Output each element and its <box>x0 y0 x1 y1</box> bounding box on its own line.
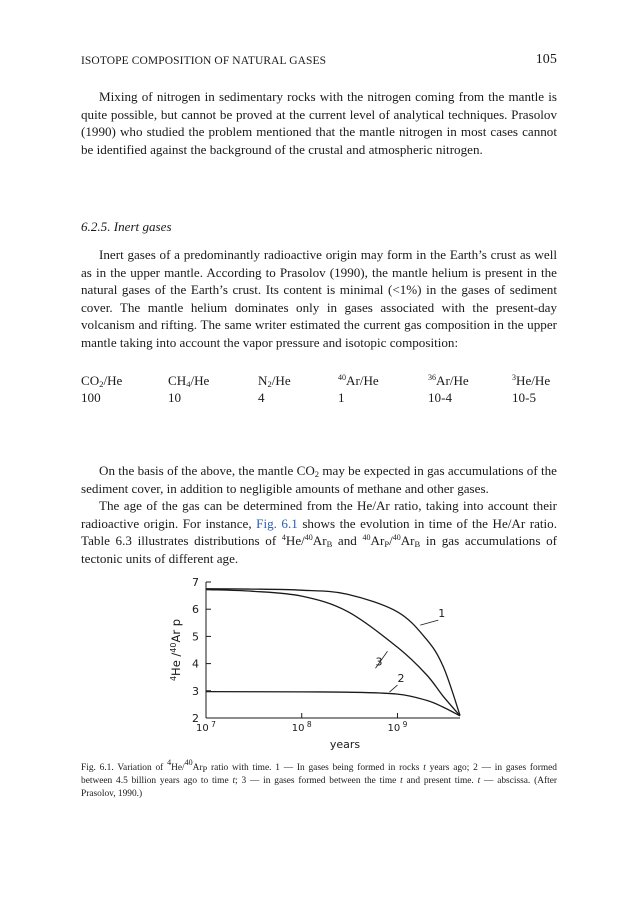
y-tick-label: 2 <box>192 712 199 725</box>
figure-caption: Fig. 6.1. Variation of $^4He/^{40}Ar_P$ ratio with time. 1 — In gases being formed in rocks t years ago; 2 — in gases formed between 4.5 billion years ago to time t; 3 — in gases formed between the time t and present time. t — abscissa. (After Prasolov, 1990.) <box>81 758 557 800</box>
series-line-2 <box>206 692 460 716</box>
page-number: 105 <box>535 52 557 67</box>
y-tick-label: 4 <box>192 657 199 671</box>
y-tick-label: 5 <box>192 630 199 644</box>
value-n2-he: 4 <box>258 390 265 405</box>
value-ch4-he: 10 <box>168 390 182 405</box>
x-tick-label: 10 $^7$ <box>196 720 216 734</box>
value-co2-he: 100 <box>81 390 101 405</box>
value-ar36-he: 10-4 <box>428 390 453 405</box>
chart-axes <box>206 582 460 718</box>
series-label-1: 1 <box>438 607 446 621</box>
series-leader-1 <box>420 620 438 625</box>
series-line-3 <box>206 590 460 716</box>
header-he3-he: $^3$He/He <box>512 373 551 388</box>
running-title: ISOTOPE COMPOSITION OF NATURAL GASES <box>81 55 327 67</box>
value-he3-he: 10-5 <box>512 390 537 405</box>
series-line-1 <box>206 589 460 716</box>
figure-6-1-chart <box>160 570 480 760</box>
y-tick-label: 3 <box>192 684 199 698</box>
paragraph-gas-age: The age of the gas can be determined from the He/Ar ratio, taking into account their radioactive origin. For instance, Fig. 6.1 shows the evolution in time of the He/Ar ratio. Table 6.3 illustrates distributions of $^4He/^{40}Ar_B$ and $^{40}Ar_P/^{40}Ar_B$ in gas accumulations of tectonic units of different age. <box>81 498 558 566</box>
series-label-3: 3 <box>375 655 383 669</box>
header-ar36-he: $^{36}$Ar/He <box>428 373 469 388</box>
header-co2-he: $CO_2/He$ <box>81 373 123 389</box>
chart-series <box>206 589 460 716</box>
paragraph-inert-gases: Inert gases of a predominantly radioactive origin may form in the Earth’s crust as well as in the upper mantle. According to Prasolov (1990), the mantle helium is present in the natural gases of the Earth’s crust. Its content is minimal (<1%) in the gases of sediment cover. The mantle helium dominates only in gases associated with the present-day volcanism and rifting. The same writer estimated the current gas composition in the upper mantle taking into account the vapor pressure and isotopic composition: <box>81 247 557 350</box>
running-header <box>81 52 557 71</box>
header-ar40-he: $^{40}$Ar/He <box>338 373 379 388</box>
series-label-2: 2 <box>397 672 405 686</box>
value-ar40-he: 1 <box>338 390 345 405</box>
figure-link[interactable]: Fig. 6.1 <box>256 515 298 531</box>
header-n2-he: $N_2/He$ <box>258 373 291 389</box>
section-heading: 6.2.5. Inert gases <box>81 219 172 234</box>
x-tick-label: 10 $^9$ <box>387 720 408 734</box>
x-tick-label: 10 $^8$ <box>291 720 312 734</box>
header-ch4-he: $CH_4/He$ <box>168 373 210 389</box>
y-ticks <box>192 576 211 725</box>
y-tick-label: 7 <box>192 576 199 589</box>
x-axis-label: years <box>329 738 361 751</box>
series-leader-2 <box>389 685 397 692</box>
y-axis-label: $^4$He /$^{40}$Ar p <box>169 618 183 682</box>
paragraph-nitrogen: Mixing of nitrogen in sedimentary rocks with the nitrogen coming from the mantle is quite possible, but cannot be proved at the current level of analytical techniques. Prasolov (1990) who studied the problem mentioned that the mantle nitrogen in most cases cannot be identified against the background of the crustal and atmospheric nitrogen. <box>81 89 557 157</box>
x-ticks <box>196 713 408 734</box>
y-tick-label: 6 <box>192 603 199 617</box>
paragraph-mantle-co2: On the basis of the above, the mantle $CO_2$ may be expected in gas accumulations of the sediment cover, in addition to negligible amounts of methane and other gases. <box>81 463 557 496</box>
